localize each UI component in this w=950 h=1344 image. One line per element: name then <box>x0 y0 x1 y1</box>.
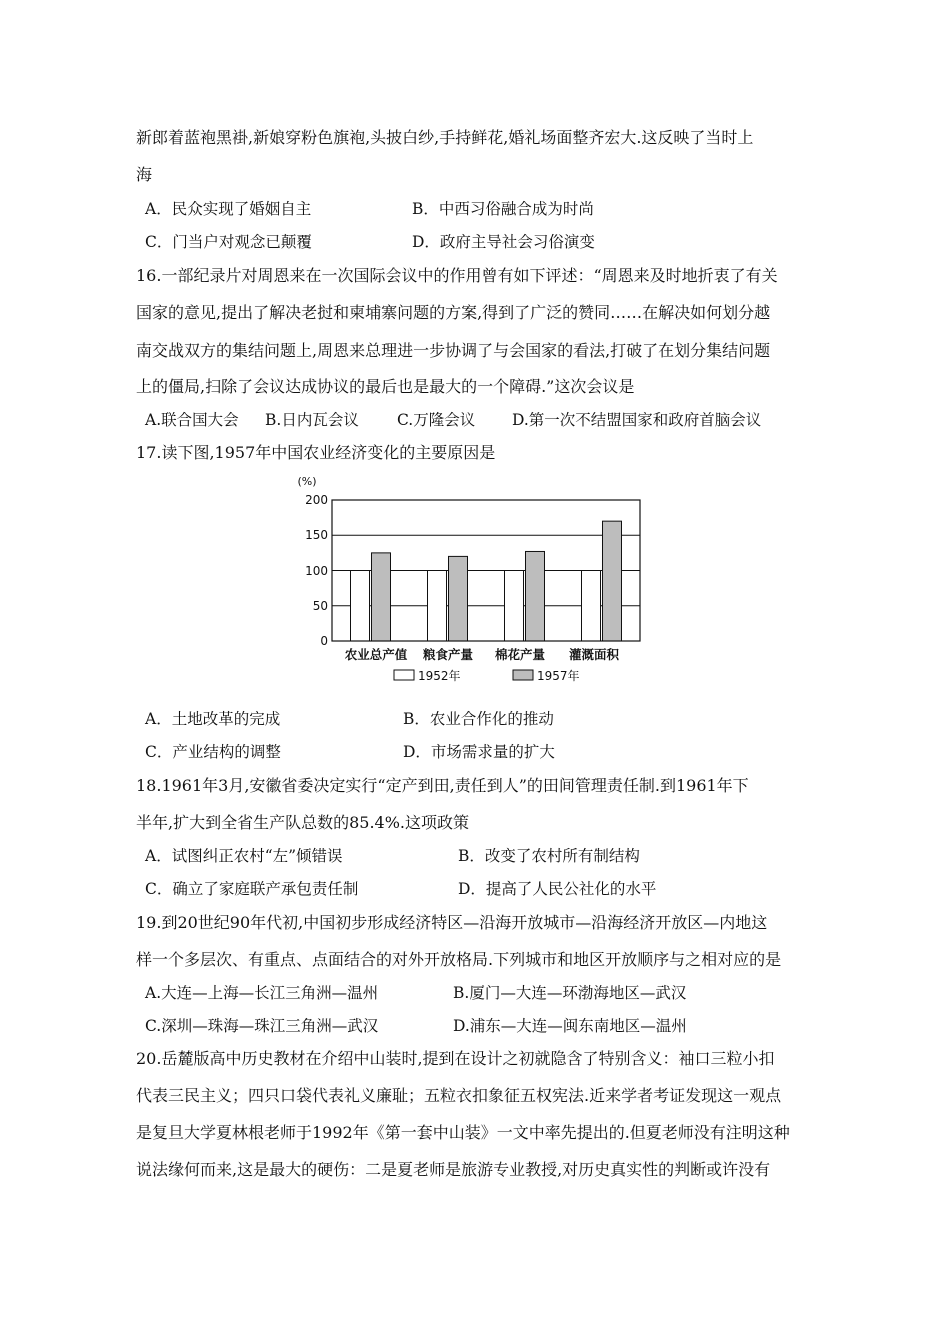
y-tick-label: 150 <box>305 528 328 542</box>
q19-option-d: D.浦东—大连—闽东南地区—温州 <box>453 1017 687 1035</box>
chart-legend <box>394 668 580 683</box>
x-tick-labels <box>345 647 620 662</box>
q18-option-a: A．试图纠正农村“左”倾错误 <box>145 847 343 865</box>
agriculture-bar-chart <box>0 470 950 690</box>
bar-1952年-粮食产量 <box>428 571 447 642</box>
q19-option-a: A.大连—上海—长江三角洲—温州 <box>145 984 379 1002</box>
bar-1957年-粮食产量 <box>449 556 468 641</box>
bar-1952年-棉花产量 <box>505 571 524 642</box>
bar-1957年-灌溉面积 <box>603 521 622 641</box>
q16-text-line-2: 国家的意见,提出了解决老挝和柬埔寨问题的方案,得到了广泛的赞同……在解决如何划分越 <box>136 303 771 322</box>
legend-swatch-1957 <box>513 670 533 680</box>
bar-1952年-农业总产值 <box>351 571 370 642</box>
q20-text-line-1: 20.岳麓版高中历史教材在介绍中山装时,提到在设计之初就隐含了特别含义：袖口三粒小扣 <box>136 1049 775 1068</box>
x-tick-label: 棉花产量 <box>494 647 546 662</box>
q17-option-c: C．产业结构的调整 <box>145 743 281 761</box>
y-tick-label: 100 <box>305 564 328 578</box>
q16-option-a: A.联合国大会 <box>145 411 239 429</box>
q16-option-d: D.第一次不结盟国家和政府首脑会议 <box>512 411 762 429</box>
q17-option-b: B．农业合作化的推动 <box>403 710 554 728</box>
q18-option-c: C．确立了家庭联产承包责任制 <box>145 880 359 898</box>
x-tick-label: 粮食产量 <box>422 647 474 662</box>
y-axis-unit-label: (%) <box>297 475 317 488</box>
q15-option-a: A．民众实现了婚姻自主 <box>145 200 312 218</box>
q18-text-line-2: 半年,扩大到全省生产队总数的85.4%.这项政策 <box>136 813 470 832</box>
q18-text-line-1: 18.1961年3月,安徽省委决定实行“定产到田,责任到人”的田间管理责任制.到1961年下 <box>136 776 749 795</box>
q17-text-line-1: 17.读下图,1957年中国农业经济变化的主要原因是 <box>136 443 496 462</box>
q16-option-c: C.万隆会议 <box>397 411 476 429</box>
legend-swatch-1952 <box>394 670 414 680</box>
bar-1952年-灌溉面积 <box>582 571 601 642</box>
q18-option-b: B．改变了农村所有制结构 <box>458 847 640 865</box>
q20-text-line-2: 代表三民主义；四只口袋代表礼义廉耻；五粒衣扣象征五权宪法.近来学者考证发现这一观点 <box>136 1086 782 1105</box>
q19-text-line-1: 19.到20世纪90年代初,中国初步形成经济特区—沿海开放城市—沿海经济开放区—内地这 <box>136 913 768 932</box>
legend-label-1957: 1957年 <box>537 669 580 683</box>
y-tick-label: 0 <box>320 634 328 648</box>
q15-option-d: D．政府主导社会习俗演变 <box>412 233 595 251</box>
q17-option-d: D．市场需求量的扩大 <box>403 743 555 761</box>
y-tick-labels <box>305 493 328 648</box>
x-tick-label: 灌溉面积 <box>568 647 620 662</box>
y-tick-label: 200 <box>305 493 328 507</box>
bar-group <box>351 521 622 641</box>
q16-text-line-3: 南交战双方的集结问题上,周恩来总理进一步协调了与会国家的看法,打破了在划分集结问题 <box>136 341 771 360</box>
legend-label-1952: 1952年 <box>418 669 461 683</box>
q19-option-c: C.深圳—珠海—珠江三角洲—武汉 <box>145 1017 379 1035</box>
q18-option-d: D．提高了人民公社化的水平 <box>458 880 657 898</box>
q20-text-line-4: 说法缘何而来,这是最大的硬伤：二是夏老师是旅游专业教授,对历史真实性的判断或许没有 <box>136 1160 771 1179</box>
q16-text-line-4: 上的僵局,扫除了会议达成协议的最后也是最大的一个障碍.”这次会议是 <box>136 377 635 396</box>
q19-text-line-2: 样一个多层次、有重点、点面结合的对外开放格局.下列城市和地区开放顺序与之相对应的是 <box>136 950 782 969</box>
y-tick-label: 50 <box>312 599 328 613</box>
q15-option-b: B．中西习俗融合成为时尚 <box>412 200 594 218</box>
q16-option-b: B.日内瓦会议 <box>265 411 359 429</box>
q20-text-line-3: 是复旦大学夏林根老师于1992年《第一套中山装》一文中率先提出的.但夏老师没有注明这种 <box>136 1123 790 1142</box>
bar-1957年-棉花产量 <box>526 551 545 641</box>
x-tick-label: 农业总产值 <box>344 647 408 662</box>
q17-option-a: A．土地改革的完成 <box>145 710 281 728</box>
q16-text-line-1: 16.一部纪录片对周恩来在一次国际会议中的作用曾有如下评述：“周恩来及时地折衷了有关 <box>136 266 778 285</box>
q15-text-line-2: 海 <box>136 165 153 184</box>
q15-option-c: C．门当户对观念已颠覆 <box>145 233 312 251</box>
q19-option-b: B.厦门—大连—环渤海地区—武汉 <box>453 984 687 1002</box>
q15-text-line-1: 新郎着蓝袍黑褂,新娘穿粉色旗袍,头披白纱,手持鲜花,婚礼场面整齐宏大.这反映了当时上 <box>136 128 754 147</box>
bar-1957年-农业总产值 <box>372 553 391 641</box>
